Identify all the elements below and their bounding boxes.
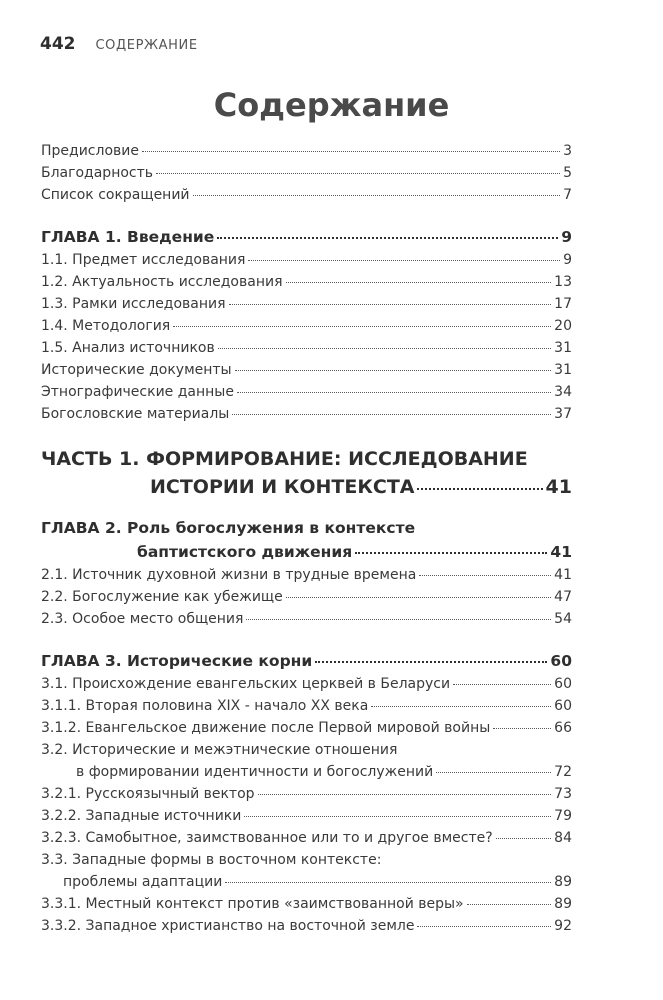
toc-entry[interactable]: Предисловие 3 [41, 143, 572, 159]
toc-entry[interactable]: 3.2.1. Русскоязычный вектор 73 [41, 786, 572, 802]
running-section-title: СОДЕРЖАНИЕ [95, 38, 198, 53]
toc-entry-wrapped-line2[interactable]: в формировании идентичности и богослужений 72 [76, 764, 572, 780]
dot-leader [417, 926, 551, 927]
toc-entry[interactable]: 1.1. Предмет исследования 9 [41, 252, 572, 268]
toc-entry[interactable]: Список сокращений 7 [41, 187, 572, 203]
dot-leader [246, 619, 551, 620]
toc-entry[interactable]: 3.1. Происхождение евангельских церквей в Беларуси 60 [41, 676, 572, 692]
dot-leader [467, 904, 552, 905]
dot-leader [493, 728, 551, 729]
toc-chapter-heading[interactable]: ГЛАВА 2. Роль богослужения в контексте [41, 519, 416, 537]
dot-leader [315, 661, 547, 663]
dot-leader [156, 173, 560, 174]
dot-leader [258, 794, 552, 795]
toc-entry-wrapped[interactable]: 3.3. Западные формы в восточном контексте: [41, 852, 382, 868]
toc-entry[interactable]: 3.3.1. Местный контекст против «заимствованной веры» 89 [41, 896, 572, 912]
toc-entry-wrapped-line2[interactable]: проблемы адаптации 89 [63, 874, 572, 890]
dot-leader [496, 838, 552, 839]
toc-entry[interactable]: Исторические документы 31 [41, 362, 572, 378]
page-number: 442 [40, 34, 76, 54]
dot-leader [355, 552, 547, 554]
toc-entry[interactable]: 3.3.2. Западное христианство на восточной земле 92 [41, 918, 572, 934]
dot-leader [142, 151, 560, 152]
toc-chapter-heading-line2[interactable]: баптистского движения 41 [137, 543, 572, 561]
table-of-contents [41, 140, 572, 937]
dot-leader [235, 370, 552, 371]
page-title: Содержание [213, 86, 450, 124]
dot-leader [218, 348, 551, 349]
toc-entry[interactable]: Богословские материалы 37 [41, 406, 572, 422]
toc-entry[interactable]: 1.4. Методология 20 [41, 318, 572, 334]
dot-leader [419, 575, 551, 576]
dot-leader [248, 260, 560, 261]
dot-leader [436, 772, 551, 773]
toc-entry[interactable]: 3.1.1. Вторая половина XIX - начало XX века 60 [41, 698, 572, 714]
dot-leader [371, 706, 551, 707]
toc-entry[interactable]: 1.2. Актуальность исследования 13 [41, 274, 572, 290]
dot-leader [237, 392, 551, 393]
toc-entry[interactable]: 3.1.2. Евангельское движение после Первой мировой войны 66 [41, 720, 572, 736]
dot-leader [453, 684, 551, 685]
toc-part-heading-line2[interactable]: ИСТОРИИ И КОНТЕКСТА 41 [150, 476, 572, 498]
dot-leader [286, 282, 552, 283]
dot-leader [193, 195, 561, 196]
toc-entry-wrapped[interactable]: 3.2. Исторические и межэтнические отношения [41, 742, 398, 758]
dot-leader [417, 488, 542, 490]
toc-entry[interactable]: 2.1. Источник духовной жизни в трудные времена 41 [41, 567, 572, 583]
running-head [40, 34, 198, 54]
dot-leader [286, 597, 551, 598]
toc-entry[interactable]: 3.2.3. Самобытное, заимствованное или то и другое вместе? 84 [41, 830, 572, 846]
dot-leader [229, 304, 552, 305]
toc-entry[interactable]: Этнографические данные 34 [41, 384, 572, 400]
toc-chapter-heading[interactable]: ГЛАВА 3. Исторические корни 60 [41, 652, 572, 670]
dot-leader [217, 237, 558, 239]
dot-leader [232, 414, 551, 415]
dot-leader [225, 882, 551, 883]
toc-entry[interactable]: 2.3. Особое место общения 54 [41, 611, 572, 627]
toc-entry[interactable]: 1.5. Анализ источников 31 [41, 340, 572, 356]
toc-chapter-heading[interactable]: ГЛАВА 1. Введение 9 [41, 228, 572, 246]
dot-leader [173, 326, 551, 327]
dot-leader [244, 816, 551, 817]
toc-entry[interactable]: Благодарность 5 [41, 165, 572, 181]
toc-part-heading[interactable]: ЧАСТЬ 1. ФОРМИРОВАНИЕ: ИССЛЕДОВАНИЕ [41, 448, 528, 470]
toc-entry[interactable]: 3.2.2. Западные источники 79 [41, 808, 572, 824]
toc-entry[interactable]: 1.3. Рамки исследования 17 [41, 296, 572, 312]
toc-entry[interactable]: 2.2. Богослужение как убежище 47 [41, 589, 572, 605]
